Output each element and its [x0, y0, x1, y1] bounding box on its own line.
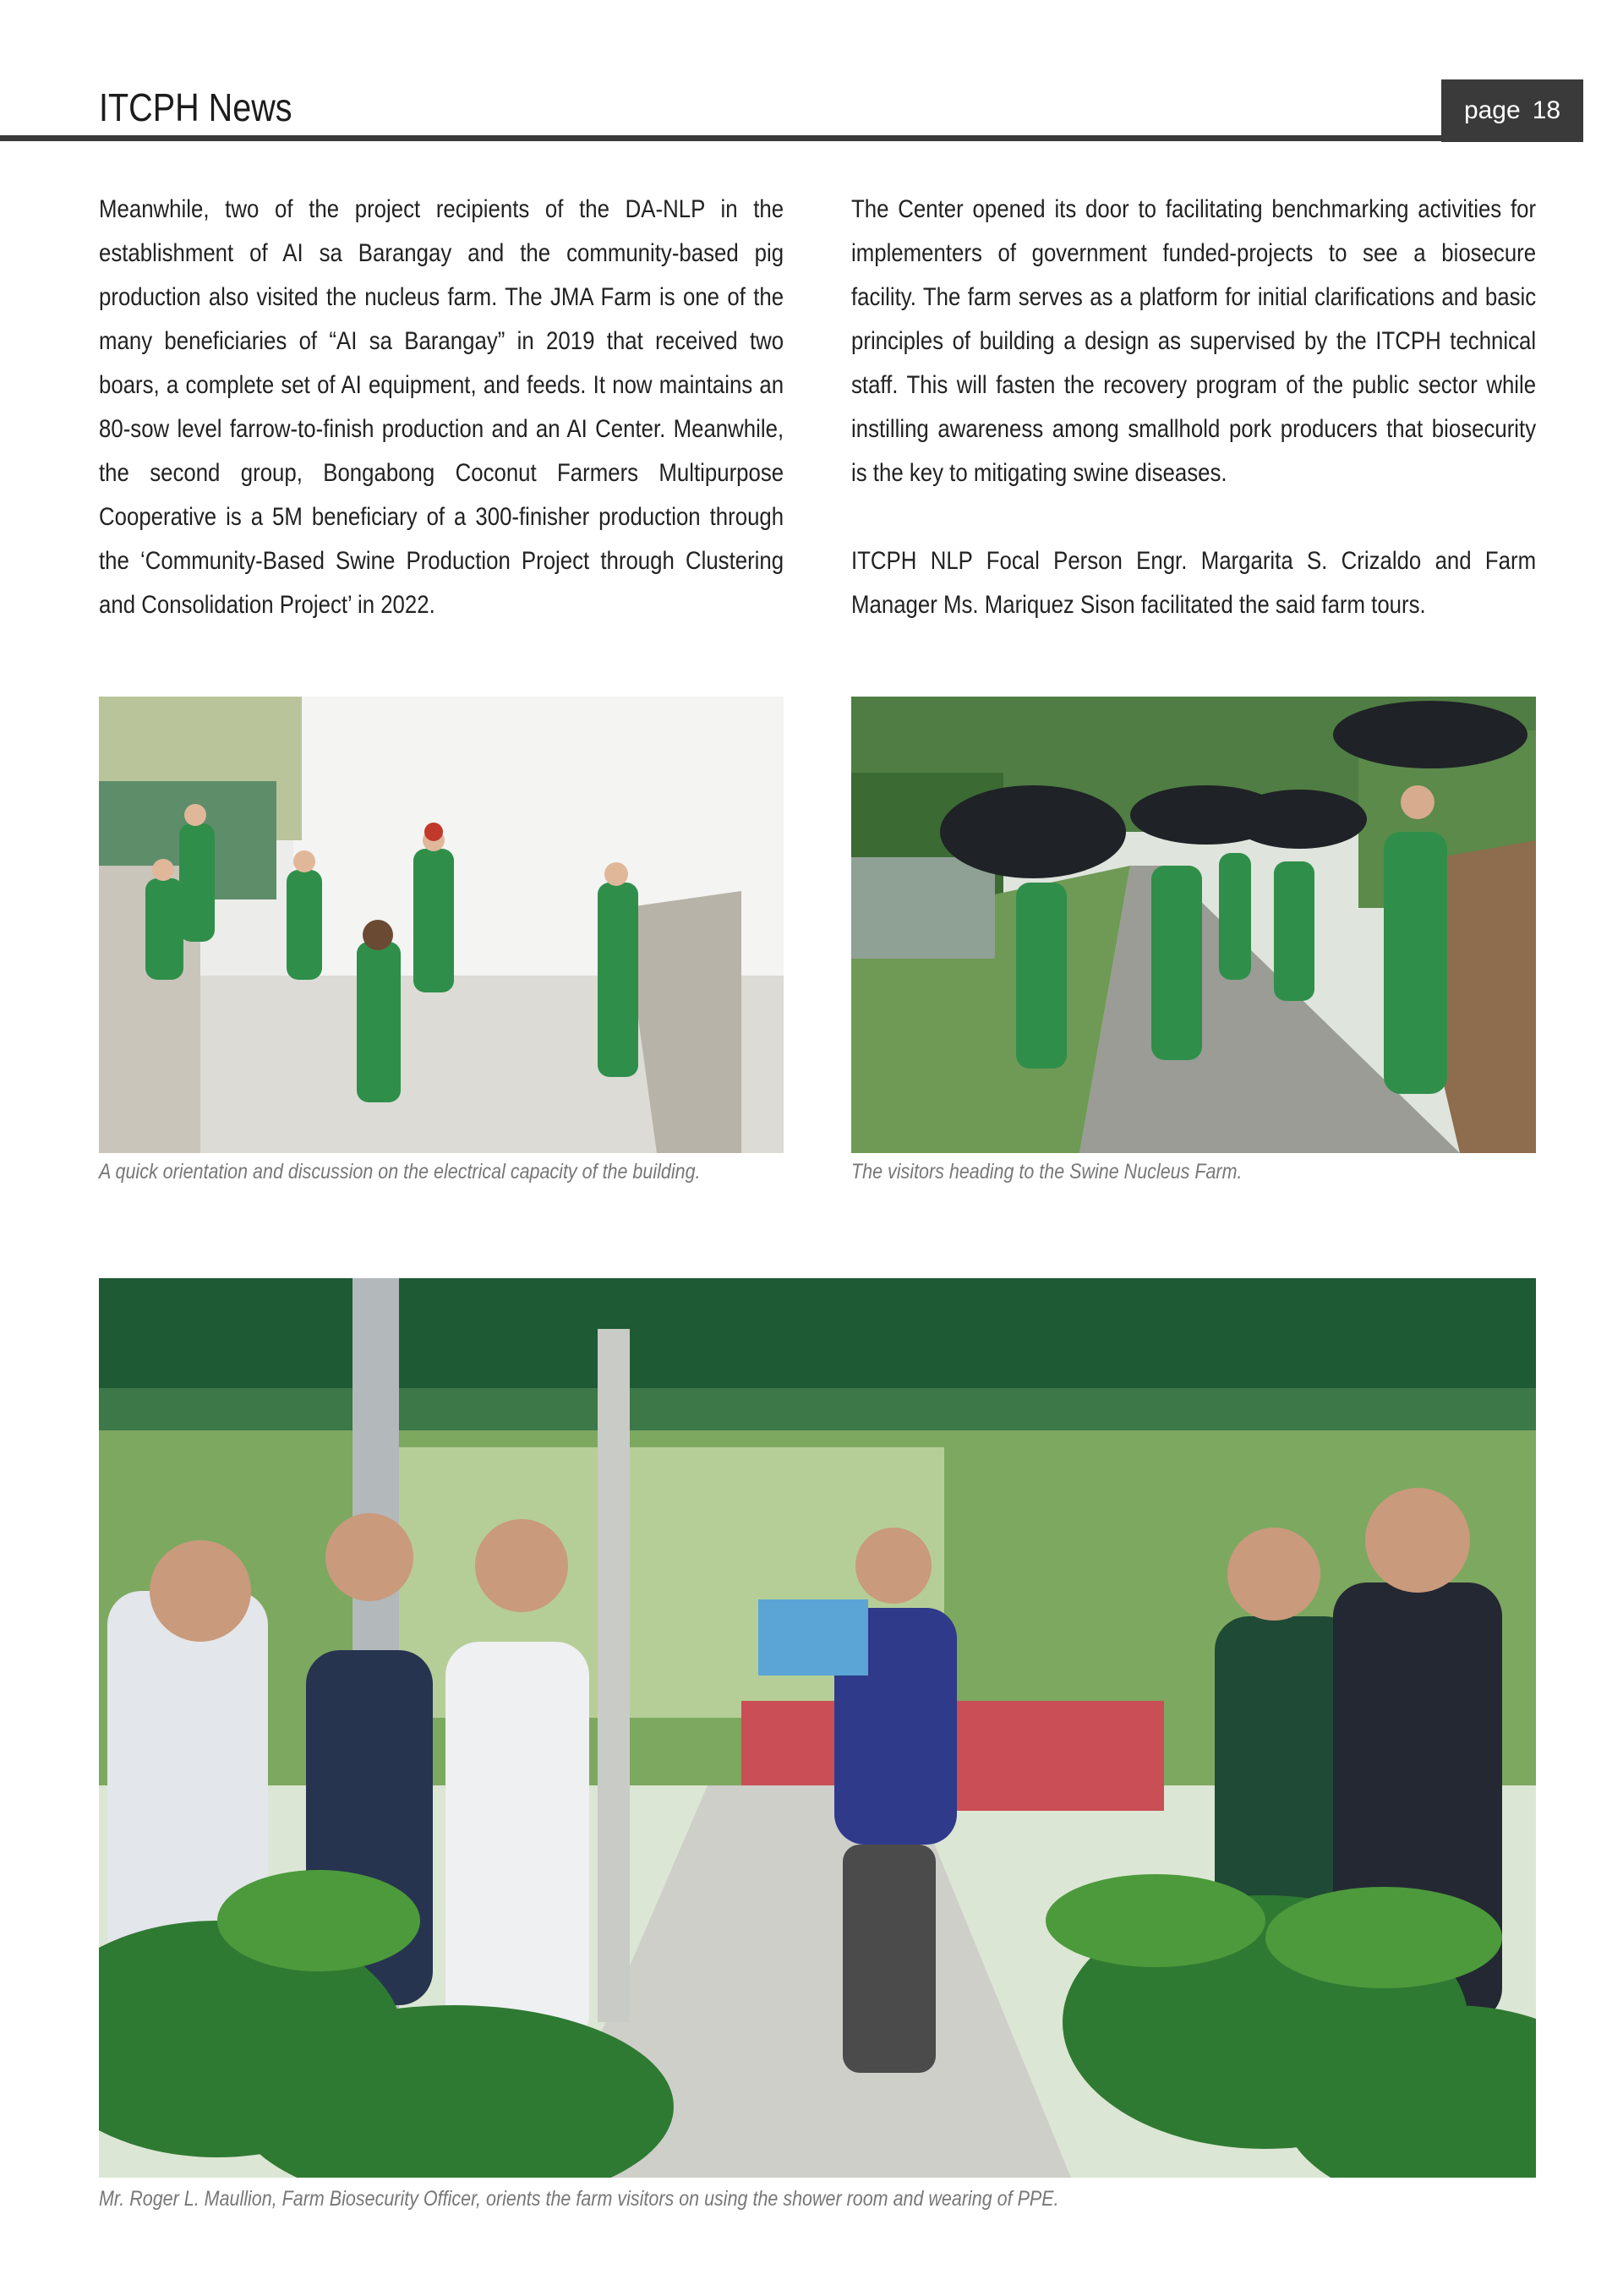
paragraph: Meanwhile, two of the project recipients of the DA-NLP in the establishment of AI sa Barangay and the community-based pig production also visited the nucleus farm. The JMA Farm is one of the many beneficiaries of “AI sa Barangay” in 2019 that received two boars, a complete set of AI equipment, and feeds. It now maintains an 80-sow level farrow-to-finish production and an AI Center. Meanwhile, the second group, Bongabong Coconut Farmers Multipurpose Cooperative is a 5M beneficiary of a 300-finisher production through the ‘Community-Based Swine Production Project through Clustering and Consolidation Project’ in 2022. [99, 195, 784, 619]
page-number: 18 [1532, 96, 1561, 124]
page-title: ITCPH News [99, 85, 292, 129]
article-right-column [851, 188, 1536, 671]
photo-orientation [99, 697, 784, 1153]
photo-visitors-umbrellas [851, 697, 1536, 1153]
photo-biosecurity-orientation [99, 1278, 1536, 2178]
photo-caption: The visitors heading to the Swine Nucleus Farm. [851, 1160, 1243, 1184]
paragraph: ITCPH NLP Focal Person Engr. Margarita S. Crizaldo and Farm Manager Ms. Mariquez Sison facilitated the said farm tours. [851, 547, 1537, 619]
header-rule [0, 135, 1441, 141]
photo-caption: Mr. Roger L. Maullion, Farm Biosecurity Officer, orients the farm visitors on using the shower room and wearing of PPE. [99, 2187, 1059, 2211]
page-label: page [1463, 96, 1521, 124]
article-left-column [99, 188, 784, 671]
page-number-badge [1441, 79, 1583, 142]
paragraph: The Center opened its door to facilitating benchmarking activities for implementers of government funded-projects to see a biosecure facility. The farm serves as a platform for initial clarifications and basic principles of building a design as supervised by the ITCPH technical staff. This will fasten the recovery program of the public sector while instilling awareness among smallhold pork producers that biosecurity is the key to mitigating swine diseases. [851, 195, 1537, 487]
photo-caption: A quick orientation and discussion on the electrical capacity of the building. [99, 1160, 701, 1184]
